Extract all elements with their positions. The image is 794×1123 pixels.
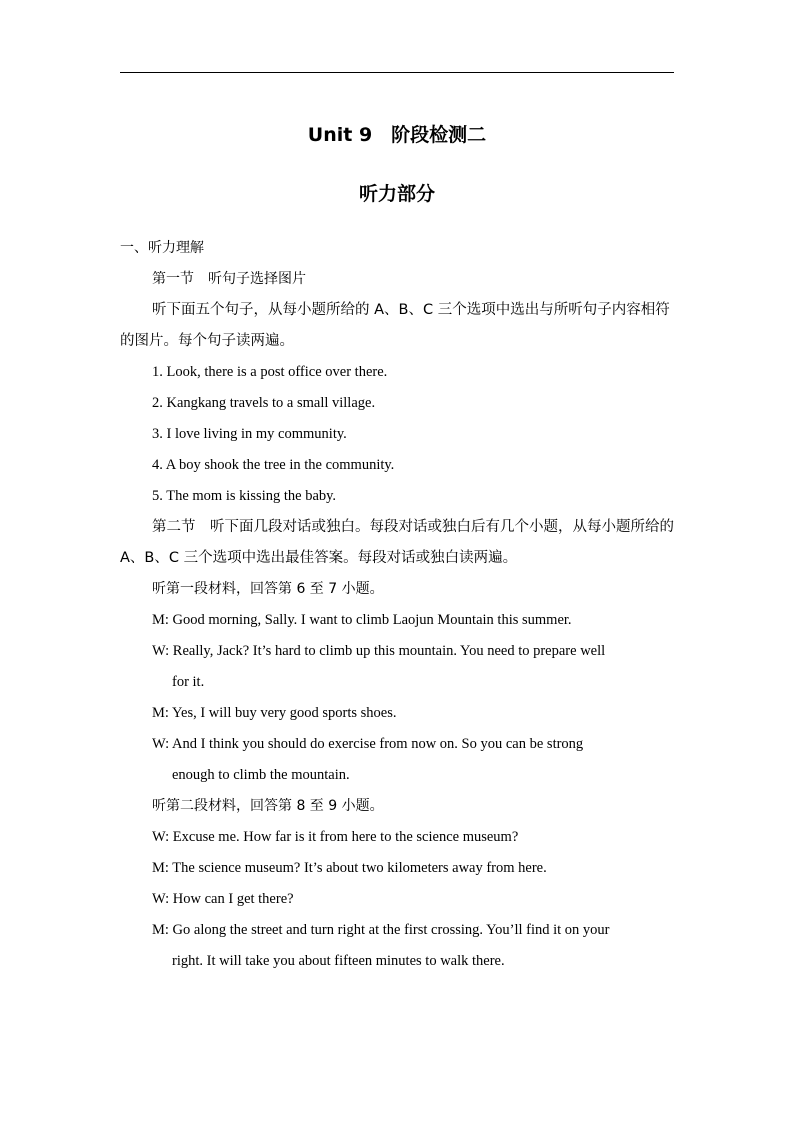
sentence-item: 5. The mom is kissing the baby.: [152, 488, 337, 504]
document-body: [120, 233, 676, 977]
dialogue-line: W: How can I get there?: [152, 891, 294, 907]
page-title: Unit 9 阶段检测二: [307, 124, 487, 146]
part1-instruction: 听下面五个句子，从每小题所给的 A、B、C 三个选项中选出与所听句子内容相符的图片。每个句子读两遍。: [120, 302, 670, 349]
part1-heading: 第一节 听句子选择图片: [152, 271, 306, 287]
sentence-item: 2. Kangkang travels to a small village.: [152, 395, 376, 411]
dialogue-line-continued: enough to climb the mountain.: [172, 767, 350, 783]
material1-heading: 听第一段材料，回答第 6 至 7 小题。: [152, 581, 384, 597]
dialogue-line: W: And I think you should do exercise from now on. So you can be strong: [152, 736, 584, 752]
sentence-item: 3. I love living in my community.: [152, 426, 347, 442]
header-rule: [120, 72, 674, 73]
sentence-item: 1. Look, there is a post office over there.: [152, 364, 388, 380]
dialogue-line-continued: for it.: [172, 674, 205, 690]
sentence-item: 4. A boy shook the tree in the community.: [152, 457, 395, 473]
dialogue-line: M: Go along the street and turn right at the first crossing. You’ll find it on your: [152, 922, 610, 938]
section-heading: 一、听力理解: [120, 240, 204, 256]
dialogue-line: M: Yes, I will buy very good sports shoes.: [152, 705, 397, 721]
page-subtitle: 听力部分: [358, 183, 435, 205]
dialogue-line-continued: right. It will take you about fifteen minutes to walk there.: [172, 953, 505, 969]
part2-instruction: 第二节 听下面几段对话或独白。每段对话或独白后有几个小题，从每小题所给的 A、B、C 三个选项中选出最佳答案。每段对话或独白读两遍。: [120, 519, 674, 566]
dialogue-line: M: Good morning, Sally. I want to climb Laojun Mountain this summer.: [152, 612, 572, 628]
dialogue-line: W: Really, Jack? It’s hard to climb up this mountain. You need to prepare well: [152, 643, 606, 659]
dialogue-line: W: Excuse me. How far is it from here to the science museum?: [152, 829, 519, 845]
material2-heading: 听第二段材料，回答第 8 至 9 小题。: [152, 798, 384, 814]
dialogue-line: M: The science museum? It’s about two kilometers away from here.: [152, 860, 547, 876]
